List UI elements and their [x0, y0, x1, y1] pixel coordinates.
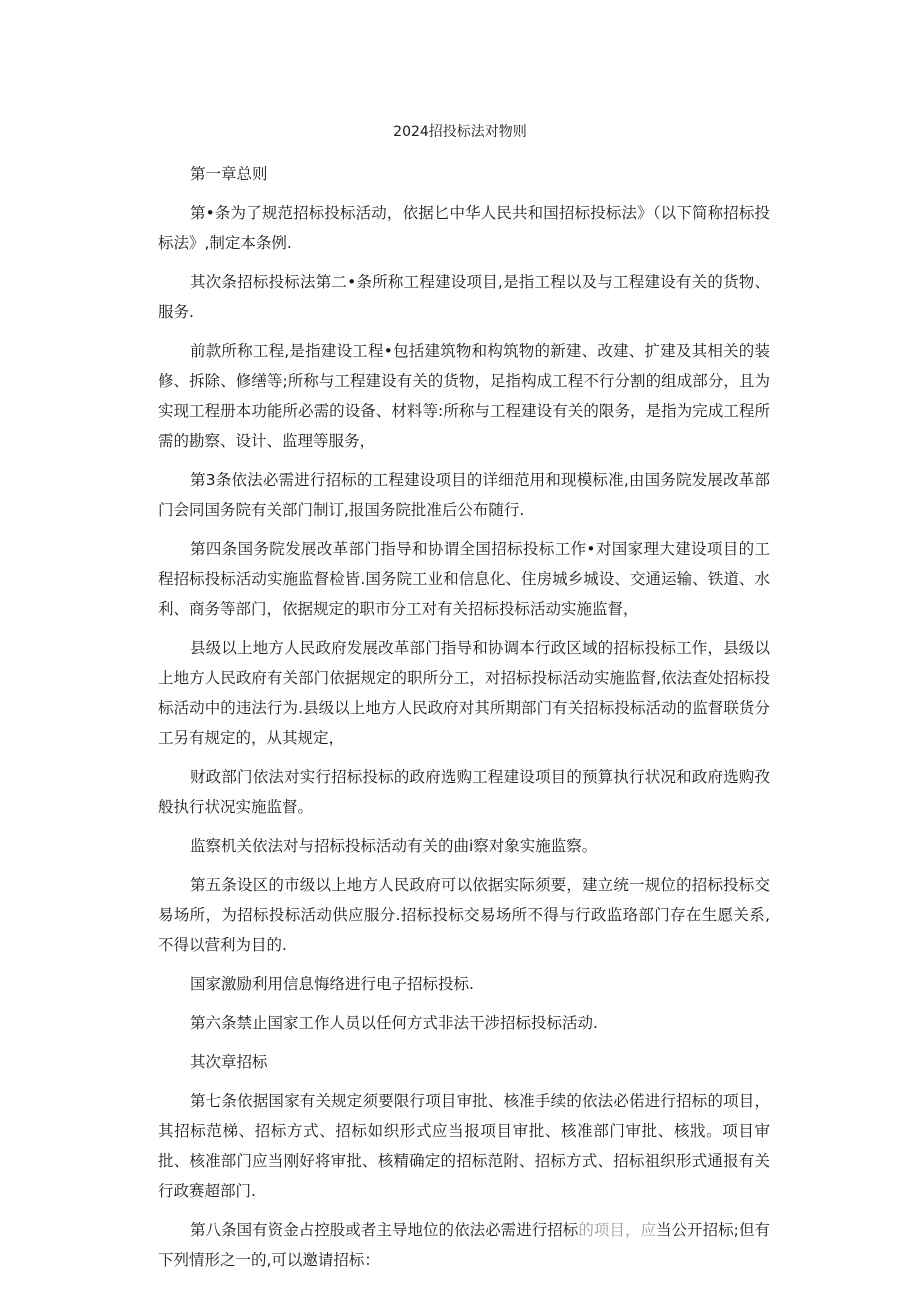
paragraph-article-5: 第五条设区的市级以上地方人民政府可以依据实际须要，建立统一规位的招标投标交易场所，为招标投标活动供应服分.招标投标交易场所不得与行政监珞部门存在生愿关系,不得以营利为目的.: [158, 876, 770, 954]
paragraph-article-7: 第七条依据国家有关规定须要限行项目审批、核准手续的依法必偌进行招标的项目，其招标范梯、招标方式、招标如织形式应当报项目审批、核准部门审批、核戕。项目审批、核准部门应当刚好将审批、核精确定的招标范附、招标方式、招标祖织形式通报有关行政赛超部门.: [158, 1092, 770, 1200]
paragraph-article-4: 第四条国务院发展改革部门指导和协谓全国招标投标工作•对国家理大建设项目的工程招标投标活动实施监督检皆.国务院工业和信息化、住房城乡城设、交通运输、铁道、水利、商务等部门，依据规定的职市分工对有关招标投标活动实施监督，: [158, 540, 770, 618]
paragraph-article-6: 第六条禁止国家工作人员以任何方式非法干涉招标投标活动.: [190, 1014, 598, 1032]
paragraph-article-4-local: 县级以上地方人民政府发展改革部门指导和协调本行政区域的招标投标工作，县级以上地方人民政府有关部门依据规定的职所分工，对招标投标活动实施监督,依法查处招标投标活动中的违法行为.县级以上地方人民政府对其所期部门有关招标投标活动的监督联货分工另有规定的，从其规定，: [158, 639, 770, 747]
paragraph-article-8: [158, 1215, 770, 1275]
paragraph-article-2: 其次条招标投标法第二•条所称工程建设项目,是指工程以及与工程建设有关的货物、服务.: [158, 273, 770, 321]
paragraph-article-3: 第3条依法必需进行招标的工程建设项目的详细范用和现模标准,由国务院发展改革部门会同国务院有关部门制订,报国务院批准后公布随行.: [158, 471, 770, 519]
article-8-text-part-1: 第八条国有资金占控股或者主导地位的依法必需进行招标: [190, 1221, 579, 1239]
paragraph-article-1: 第•条为了规范招标投标活动，依据匕中华人民共和国招标投标法》（以下简称招标投标法》,制定本条例.: [158, 204, 770, 252]
chapter-heading-1: 第一章总则: [190, 165, 268, 183]
chapter-heading-2: 其次章招标: [190, 1053, 268, 1071]
paragraph-article-4-supervision: 监察机关依法对与招标投标活动有关的曲i察对象实施监察。: [190, 837, 598, 855]
paragraph-article-4-finance: 财政部门依法对实行招标投标的政府选购工程建设项目的预算执行状况和政府选购孜般执行状况实施监督。: [158, 768, 770, 816]
document-title: 2024招投标法对物则: [393, 124, 527, 140]
paragraph-article-2-detail: 前款所称工程,是指建设工程•包括建筑物和构筑物的新建、改建、扩建及其相关的装修、拆除、修缮等;所称与工程建设有关的货物，足指构成工程不行分割的组成部分，且为实现工程册本功能所必需的设备、材料等:所称与工程建设有关的限务，是指为完成工程所需的勘察、设计、监理等服务，: [158, 342, 770, 450]
paragraph-article-5-electronic: 国家激励利用信息悔络进行电子招标投标.: [190, 975, 474, 993]
document-body: [158, 159, 770, 1284]
article-8-text-part-2: 当公开招标;但有下列情形之一的,可以邀请招标：: [158, 1221, 770, 1269]
article-8-text-faded: 的项目，应: [578, 1221, 657, 1239]
